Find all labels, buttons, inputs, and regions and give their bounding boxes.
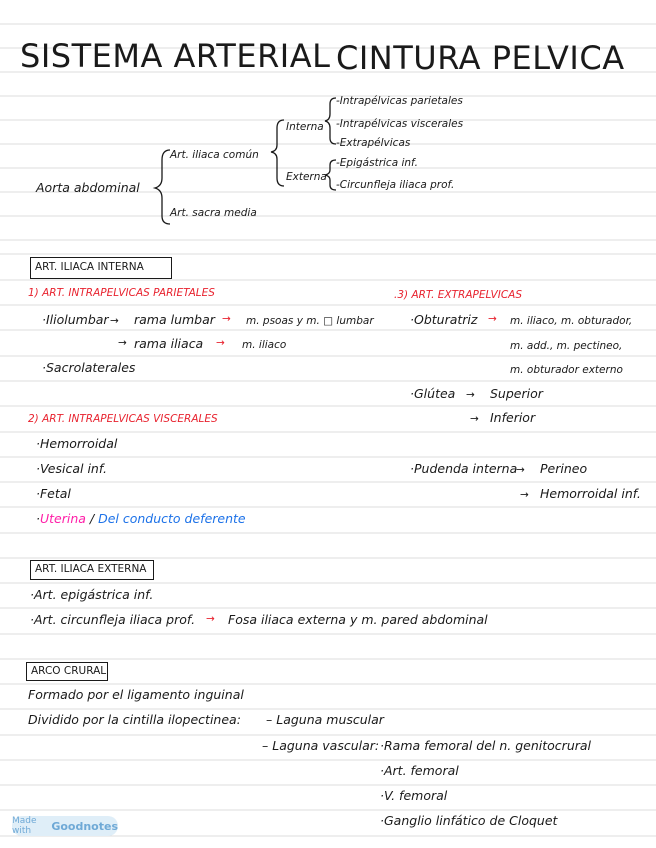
rama-iliaca-target: m. iliaco: [242, 339, 287, 351]
tree-root: Aorta abdominal: [36, 180, 140, 195]
rama-iliaca: rama iliaca: [134, 336, 204, 351]
obturatriz-target: m. add., m. pectineo,: [510, 340, 623, 352]
laguna-muscular: – Laguna muscular: [266, 712, 384, 727]
vascular-item: ·V. femoral: [380, 788, 448, 803]
glutea-target: Inferior: [490, 410, 536, 425]
tree-interna-item: -Intrapélvicas parietales: [336, 95, 463, 107]
sacrolaterales-item: ·Sacrolaterales: [42, 360, 136, 375]
obturatriz-item: ·Obturatriz: [410, 312, 478, 327]
section-heading-iliaca-interna: ART. ILIACA INTERNA: [35, 261, 144, 273]
page-title-right: CINTURA PELVICA: [336, 39, 625, 77]
glutea-item: ·Glútea: [410, 386, 456, 401]
rama-lumbar-target: m. psoas y m. □ lumbar: [246, 315, 374, 327]
section-heading-iliaca-externa: ART. ILIACA EXTERNA: [35, 563, 147, 575]
arrow-glyph: →: [470, 413, 479, 425]
laguna-vascular: – Laguna vascular:: [262, 738, 380, 753]
viscerales-title: 2) ART. INTRAPELVICAS VISCERALES: [28, 413, 218, 425]
arrow-glyph: →: [110, 315, 119, 327]
page-title-left: SISTEMA ARTERIAL: [20, 37, 331, 75]
visceral-item: ·Hemorroidal: [36, 436, 118, 451]
arrow-glyph: →: [118, 337, 127, 349]
externa-item: ·Art. epigástrica inf.: [30, 587, 154, 602]
arco-line-1: Formado por el ligamento inguinal: [28, 687, 244, 702]
extrapelvicas-title: .3) ART. EXTRAPELVICAS: [394, 289, 523, 301]
badge-prefix: Made with: [12, 816, 37, 836]
tree-braces: [155, 98, 336, 224]
arco-line-2: Dividido por la cintilla ilopectinea:: [28, 712, 241, 727]
obturatriz-target: m. iliaco, m. obturador,: [510, 315, 633, 327]
vascular-item: ·Ganglio linfático de Cloquet: [380, 813, 558, 828]
visceral-item-uterina: ·Uterina / Del conducto deferente: [36, 511, 246, 526]
red-arrow: →: [206, 613, 215, 625]
visceral-item: ·Fetal: [36, 486, 71, 501]
vascular-item: ·Rama femoral del n. genitocrural: [380, 738, 592, 753]
arrow-glyph: →: [516, 464, 525, 476]
tree-interna-item: -Extrapélvicas: [336, 137, 411, 149]
tree-interna-item: -Intrapélvicas viscerales: [336, 118, 464, 130]
vascular-item: ·Art. femoral: [380, 763, 459, 778]
parietales-title: 1) ART. INTRAPELVICAS PARIETALES: [28, 287, 215, 299]
arrow-glyph: →: [520, 489, 529, 501]
pudenda-target: Perineo: [540, 461, 588, 476]
tree-iliaca-comun: Art. iliaca común: [170, 149, 259, 161]
circunfleja-target: Fosa iliaca externa y m. pared abdominal: [228, 612, 488, 627]
pudenda-target: Hemorroidal inf.: [540, 486, 641, 501]
iliolumbar-item: ·Iliolumbar: [42, 312, 109, 327]
section-heading-arco-crural: ARCO CRURAL: [31, 665, 107, 677]
arrow-glyph: →: [466, 389, 475, 401]
made-with-goodnotes-badge: [12, 816, 118, 836]
tree-externa: Externa: [286, 171, 327, 183]
tree-interna: Interna: [286, 121, 324, 133]
badge-brand: Goodnotes: [51, 819, 118, 833]
red-arrow: →: [222, 313, 231, 325]
tree-externa-item: -Circunfleja iliaca prof.: [336, 179, 455, 191]
tree-sacra-media: Art. sacra media: [170, 207, 257, 219]
tree-externa-item: -Epigástrica inf.: [336, 157, 418, 169]
obturatriz-target: m. obturador externo: [510, 364, 623, 376]
red-arrow: →: [488, 313, 497, 325]
externa-item: ·Art. circunfleja iliaca prof.: [30, 612, 196, 627]
red-arrow: →: [216, 337, 225, 349]
visceral-item: ·Vesical inf.: [36, 461, 108, 476]
pudenda-item: ·Pudenda interna: [410, 461, 518, 476]
glutea-target: Superior: [490, 386, 543, 401]
rama-lumbar: rama lumbar: [134, 312, 215, 327]
